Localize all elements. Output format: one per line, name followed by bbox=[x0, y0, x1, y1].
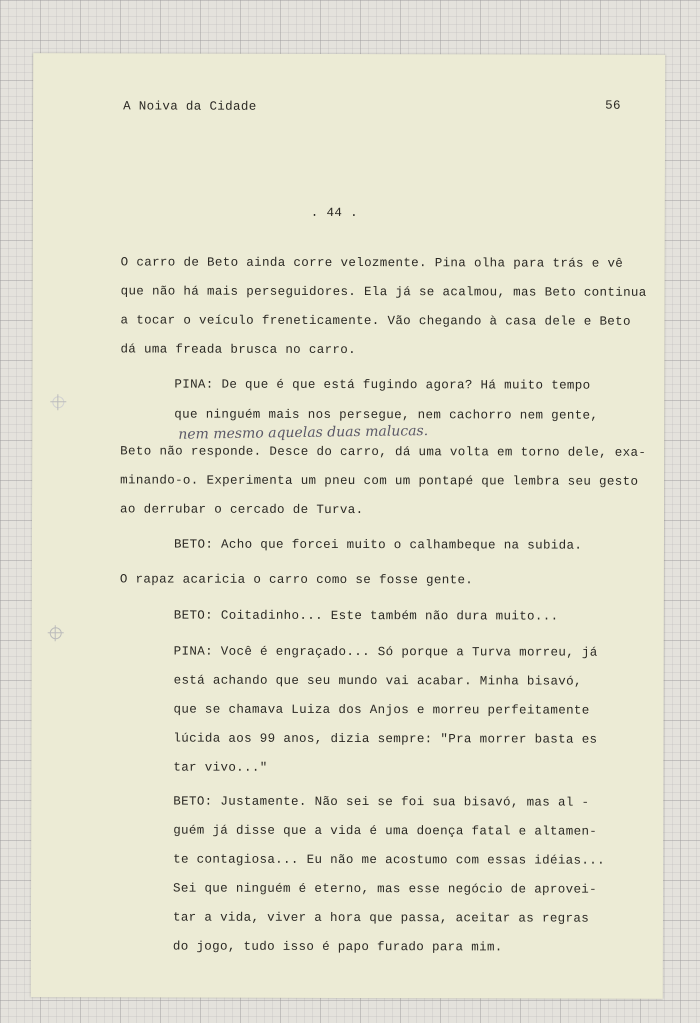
text-line: tar vivo..." bbox=[173, 760, 268, 775]
text-line: ao derrubar o cercado de Turva. bbox=[120, 502, 364, 518]
text-line: BETO: Justamente. Não sei se foi sua bisavó, mas al - bbox=[173, 794, 590, 810]
handwritten-note: nem mesmo aquelas duas malucas. bbox=[178, 423, 429, 443]
text-line: PINA: Você é engraçado... Só porque a Turva morreu, já bbox=[173, 644, 598, 660]
page-number: 56 bbox=[605, 98, 621, 113]
text-line: que não há mais perseguidores. Ela já se acalmou, mas Beto continua bbox=[120, 284, 647, 300]
text-line: a tocar o veículo freneticamente. Vão chegando à casa dele e Beto bbox=[120, 313, 631, 329]
text-line: que se chamava Luiza dos Anjos e morreu perfeitamente bbox=[173, 702, 590, 718]
text-line: lúcida aos 99 anos, dizia sempre: "Pra morrer basta es bbox=[173, 731, 598, 747]
text-line: Beto não responde. Desce do carro, dá uma volta em torno dele, exa- bbox=[120, 444, 647, 460]
text-line: te contagiosa... Eu não me acostumo com essas idéias... bbox=[173, 852, 605, 868]
text-line: está achando que seu mundo vai acabar. Minha bisavó, bbox=[173, 673, 582, 689]
text-line: guém já disse que a vida é uma doença fatal e altamen- bbox=[173, 823, 598, 839]
text-line: minando-o. Experimenta um pneu com um pontapé que lembra seu gesto bbox=[120, 473, 639, 489]
registration-mark bbox=[50, 627, 62, 639]
text-line: BETO: Coitadinho... Este também não dura muito... bbox=[173, 608, 559, 624]
scene-number: . 44 . bbox=[310, 205, 358, 221]
text-line: Sei que ninguém é eterno, mas esse negócio de aprovei- bbox=[173, 881, 598, 897]
text-line: PINA: De que é que está fugindo agora? Há muito tempo bbox=[174, 377, 591, 393]
text-line: dá uma freada brusca no carro. bbox=[120, 342, 357, 358]
text-line: tar a vida, viver a hora que passa, aceitar as regras bbox=[172, 910, 590, 926]
document-title: A Noiva da Cidade bbox=[123, 99, 257, 114]
registration-mark bbox=[52, 396, 64, 408]
text-line: O rapaz acaricia o carro como se fosse gente. bbox=[119, 572, 474, 588]
text-line: BETO: Acho que forcei muito o calhambeque na subida. bbox=[173, 537, 583, 553]
text-line: que ninguém mais nos persegue, nem cachorro nem gente, bbox=[174, 407, 599, 423]
text-line: do jogo, tudo isso é papo furado para mim. bbox=[172, 939, 503, 955]
text-line: O carro de Beto ainda corre velozmente. Pina olha para trás e vê bbox=[120, 255, 624, 271]
typewritten-page bbox=[31, 53, 665, 999]
